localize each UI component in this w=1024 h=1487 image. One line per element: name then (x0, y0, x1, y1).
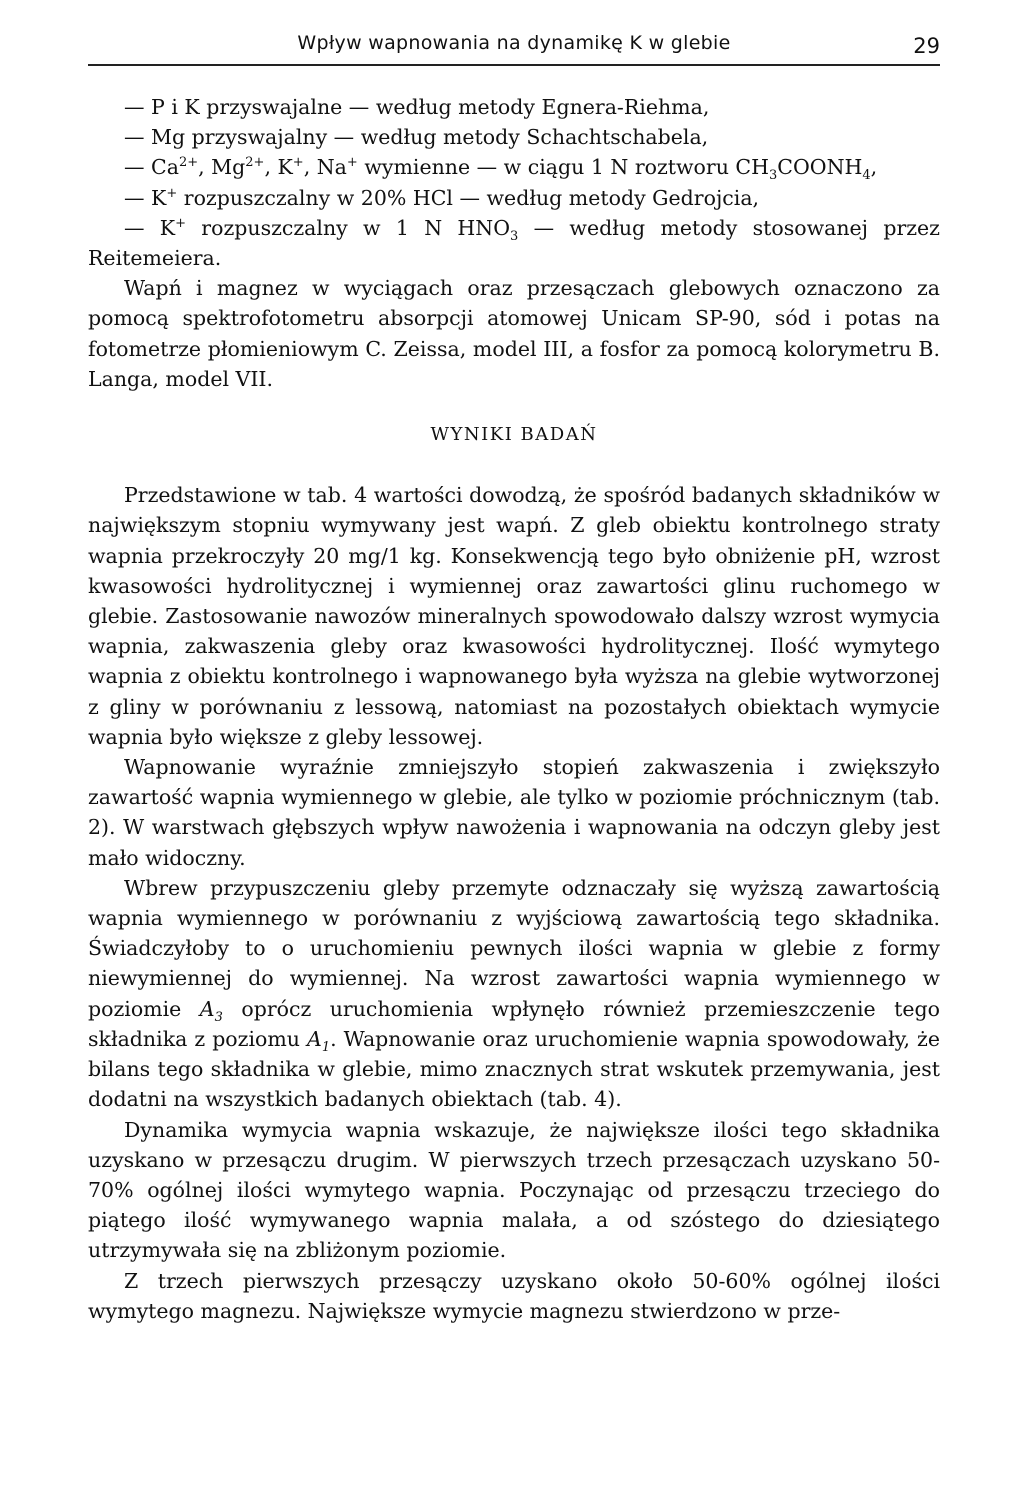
paragraph-3 (88, 873, 940, 1115)
horizon-a1: $A_1$ (307, 1026, 331, 1055)
horizon-a3: $A_3$ (199, 996, 223, 1025)
method-item-p-k: — P i K przyswajalne — według metody Egnera-Riehma, (124, 95, 710, 119)
method-item-k-hno3: — K+ rozpuszczalny w 1 N $HNO_3$ — według metody stosowanej przez Reitemeiera. (88, 215, 940, 271)
paragraph-4: Dynamika wymycia wapnia wskazuje, że największe ilości tego składnika uzyskano w przesączu drugim. W pierwszych trzech przesączach uzyskano 50-70% ogólnej ilości wymytego wapnia. Poczynając od przesączu trzeciego do piątego ilość wymywanego wapnia malała, a od szóstego do dziesiątego utrzymywała się na zbliżonym poziomie. (88, 1117, 940, 1263)
running-title: Wpływ wapnowania na dynamikę K w glebie (297, 32, 731, 54)
paragraph-2: Wapnowanie wyraźnie zmniejszyło stopień zakwaszenia i zwiększyło zawartość wapnia wymiennego w glebie, ale tylko w poziomie próchnicznym (tab. 2). W warstwach głębszych wpływ nawożenia i wapnowania na odczyn gleby jest mało widoczny. (88, 755, 940, 870)
paragraph-5: Z trzech pierwszych przesączy uzyskano około 50-60% ogólnej ilości wymytego magnezu. Największe wymycie magnezu stwierdzono w prze- (88, 1268, 940, 1323)
method-item-mg: — Mg przyswajalny — według metody Schachtschabela, (124, 125, 709, 150)
page-header (88, 30, 940, 66)
method-item-exchangeable: — $Ca^{2+}$, $Mg^{2+}$, K+, Na+ wymienne — w ciągu 1 N roztworu $CH_3COONH_4$, (124, 155, 878, 184)
body-text (88, 92, 940, 1326)
section-heading: WYNIKI BADAŃ (430, 424, 598, 446)
method-item-k-hcl: — K+ rozpuszczalny w 20% HCl — według metody Gedrojcia, (124, 185, 760, 210)
paragraph-analysis: Wapń i magnez w wyciągach oraz przesączach glebowych oznaczono za pomocą spektrofotometru absorpcji atomowej Unicam SP-90, sód i potas na fotometrze płomieniowym C. Zeissa, model III, a fosfor za pomocą kolorymetru B. Langa, model VII. (88, 276, 940, 391)
paragraph-3-part-a: Wbrew przypuszczeniu gleby przemyte odznaczały się wyższą zawartością wapnia wymiennego w porównaniu z wyjściową zawartością tego składnika. Świadczyłoby to o uruchomieniu pewnych ilości wapnia w glebie z formy niewymiennej do wymiennej. Na wzrost zawartości wapnia wymiennego w poziomie (88, 875, 940, 1021)
paragraph-3-part-c: . Wapnowanie oraz uruchomienie wapnia spowodowały, że bilans tego składnika w glebie, mimo znacznych strat wskutek przemywania, jest dodatni na wszystkich badanych obiektach (tab. 4). (88, 1026, 940, 1112)
page-number: 29 (913, 34, 940, 58)
paragraph-3-part-b: oprócz uruchomienia wpłynęło również przemieszczenie tego składnika z poziomu (88, 996, 940, 1051)
paragraph-1: Przedstawione w tab. 4 wartości dowodzą, że spośród badanych składników w największym stopniu wymywany jest wapń. Z gleb obiektu kontrolnego straty wapnia przekroczyły 20 mg/1 kg. Konsekwencją tego było obniżenie pH, wzrost kwasowości hydrolitycznej i wymiennej oraz zawartości glinu ruchomego w glebie. Zastosowanie nawozów mineralnych spowodowało dalszy wzrost wymycia wapnia, zakwaszenia gleby oraz kwasowości hydrolitycznej. Ilość wymytego wapnia z obiektu kontrolnego i wapnowanego była wyższa na glebie wytworzonej z gliny w porównaniu z lessową, natomiast na pozostałych obiektach wymycie wapnia było większe z gleby lessowej. (88, 483, 940, 749)
